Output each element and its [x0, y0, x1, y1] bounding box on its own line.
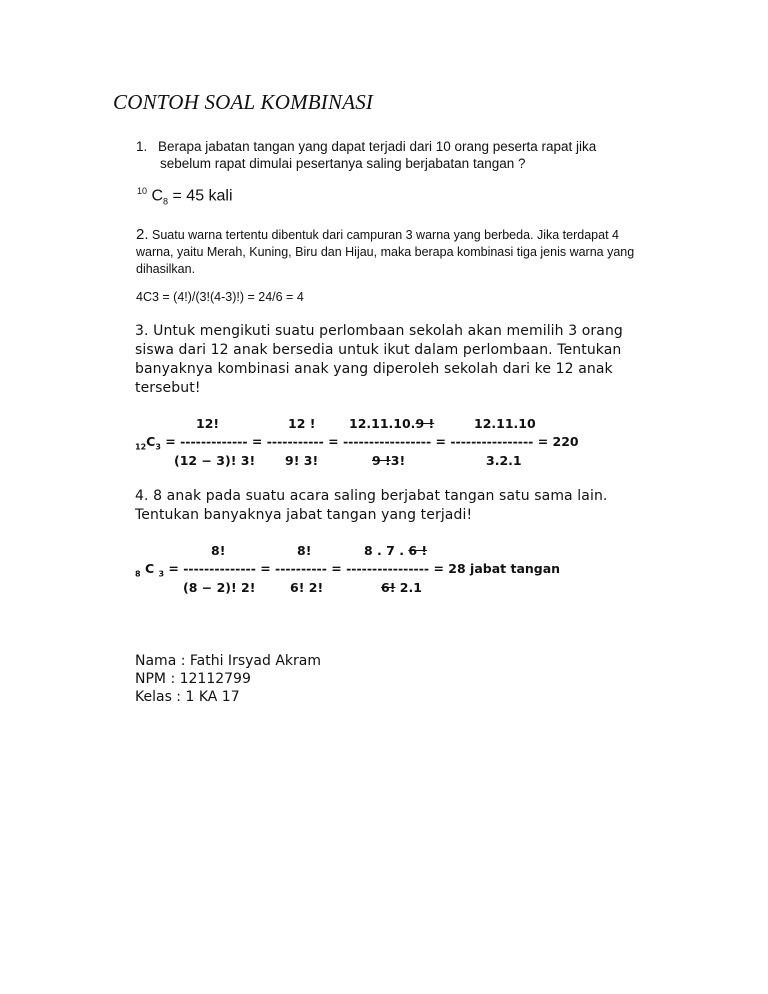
fraction-4-den1: (8 − 2)! 2!: [183, 580, 256, 595]
answer-1-sup: 10: [137, 186, 148, 196]
fraction-4-den2: 6! 2!: [290, 580, 324, 595]
fraction-3-line: [135, 434, 579, 452]
fraction-3-lhs-sub: 12: [135, 442, 147, 452]
fraction-4-lhs-sub2: 3: [158, 569, 165, 579]
fraction-4-den3a: 6!: [381, 580, 396, 595]
page-title: CONTOH SOAL KOMBINASI: [113, 90, 374, 114]
student-name: Nama : Fathi Irsyad Akram: [135, 653, 321, 669]
fraction-4-num3b: 6 !: [408, 543, 428, 558]
fraction-3-num3: [349, 416, 434, 431]
fraction-3-den3: [372, 453, 405, 468]
fraction-3-den2: 9! 3!: [285, 453, 319, 468]
fraction-3-num3a: 12.11.10.: [349, 416, 416, 431]
student-identity: [135, 652, 321, 706]
answer-1-c: C: [151, 187, 164, 205]
fraction-3-mid: = ------------- = ----------- = ----------------- = ---------------- = 220: [165, 434, 579, 449]
fraction-4-mid: = -------------- = ---------- = ---------------- = 28 jabat tangan: [168, 561, 561, 576]
question-1-number: 1.: [136, 139, 148, 154]
question-1-line2: sebelum rapat dimulai pesertanya saling berjabatan tangan ?: [160, 156, 526, 171]
fraction-3-den3a: 9 !: [372, 453, 391, 468]
answer-1-result: = 45 kali: [172, 187, 233, 205]
fraction-4-line: [135, 561, 560, 579]
fraction-4-num3: [364, 543, 427, 558]
answer-1: [137, 186, 233, 207]
fraction-4-num2: 8!: [297, 543, 312, 558]
fraction-4-den3: [381, 580, 422, 595]
question-2-text: Suatu warna tertentu dibentuk dari campuran 3 warna yang berbeda. Jika terdapat 4 warna, yaitu Merah, Kuning, Biru dan Hijau, maka berapa kombinasi tiga jenis warna yang dihasilkan.: [136, 228, 635, 276]
fraction-4-den3b: 2.1: [399, 580, 422, 595]
question-2-number: 2.: [136, 226, 149, 243]
fraction-3-lhs-sub2: 3: [155, 442, 161, 452]
question-2: [136, 226, 656, 278]
fraction-3-den3b: 3!: [390, 453, 406, 468]
fraction-3-num2: 12 !: [288, 416, 316, 431]
student-class: Kelas : 1 KA 17: [135, 689, 240, 705]
answer-1-sub: 8: [163, 196, 169, 207]
fraction-4-lhs-c: C: [144, 561, 155, 576]
answer-2: 4C3 = (4!)/(3!(4-3)!) = 24/6 = 4: [136, 290, 304, 304]
fraction-4-num3a: 8 . 7 .: [364, 543, 404, 558]
question-4: 4. 8 anak pada suatu acara saling berjabat tangan satu sama lain. Tentukan banyaknya jabat tangan yang terjadi!: [135, 488, 608, 523]
fraction-3-num4: 12.11.10: [474, 416, 536, 431]
fraction-3-den1: (12 − 3)! 3!: [174, 453, 256, 468]
question-1-line1: Berapa jabatan tangan yang dapat terjadi dari 10 orang peserta rapat jika: [158, 139, 597, 154]
fraction-3-num1: 12!: [196, 416, 220, 431]
fraction-3-lhs-c: C: [146, 434, 156, 449]
fraction-4-num1: 8!: [211, 543, 226, 558]
student-npm: NPM : 12112799: [135, 671, 251, 687]
fraction-3-num3b: 9 !: [415, 416, 435, 431]
question-3: 3. Untuk mengikuti suatu perlombaan sekolah akan memilih 3 orang siswa dari 12 anak bersedia untuk ikut dalam perlombaan. Tentukan banyaknya kombinasi anak yang diperoleh sekolah dari ke 12 anak tersebut!: [135, 323, 623, 396]
question-1: [136, 138, 596, 172]
fraction-3-den4: 3.2.1: [486, 453, 522, 468]
fraction-4-lhs-sub: 8: [135, 569, 141, 579]
